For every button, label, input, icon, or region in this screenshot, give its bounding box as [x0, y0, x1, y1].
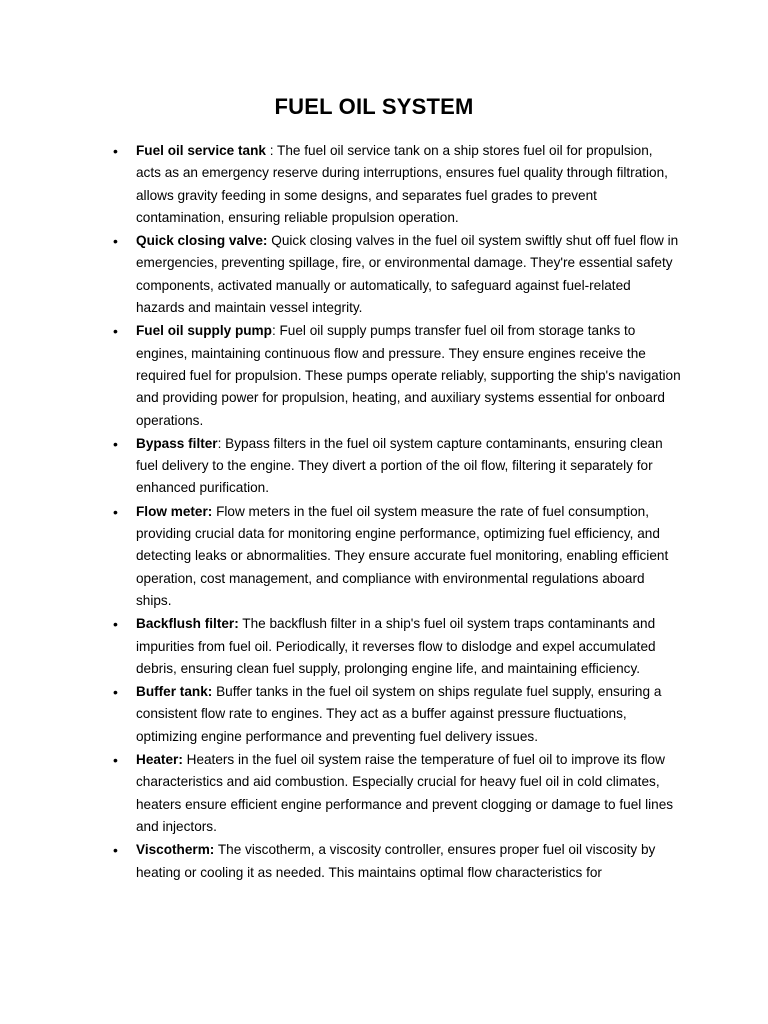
list-item	[113, 681, 681, 748]
item-term: Backflush filter:	[136, 616, 239, 632]
item-description: The backflush filter in a ship's fuel oil system traps contaminants and impurities from fuel oil. Periodically, it reverses flow to dislodge and expel accumulated debris, ensuring clean fuel supply, prolonging engine life, and maintaining efficiency.	[136, 616, 656, 676]
item-term: Viscotherm:	[136, 842, 215, 858]
item-description: Buffer tanks in the fuel oil system on ships regulate fuel supply, ensuring a consistent flow rate to engines. They act as a buffer against pressure fluctuations, optimizing engine performance and preventing fuel delivery issues.	[136, 684, 662, 744]
list-item	[113, 230, 681, 319]
bullet-icon: •	[113, 684, 118, 701]
bullet-icon: •	[113, 233, 118, 250]
item-term: Fuel oil supply pump	[136, 323, 272, 339]
item-description: Fuel oil supply pumps transfer fuel oil from storage tanks to engines, maintaining continuous flow and pressure. They ensure engines receive the required fuel for propulsion. These pumps operate reliably, supporting the ship's navigation and providing power for propulsion, heating, and auxiliary systems essential for onboard operations.	[136, 323, 681, 428]
item-description: The fuel oil service tank on a ship stores fuel oil for propulsion, acts as an emergency reserve during interruptions, ensures fuel quality through filtration, allows gravity feeding in some designs, and separates fuel grades to prevent contamination, ensuring reliable propulsion operation.	[136, 143, 668, 225]
item-description: Bypass filters in the fuel oil system capture contaminants, ensuring clean fuel delivery to the engine. They divert a portion of the oil flow, filtering it separately for enhanced purification.	[136, 435, 663, 496]
bullet-icon: •	[113, 323, 118, 340]
bullet-icon: •	[113, 503, 118, 520]
item-separator: :	[217, 435, 226, 451]
list-item	[113, 140, 681, 229]
item-separator: :	[265, 143, 278, 158]
item-description: Flow meters in the fuel oil system measure the rate of fuel consumption, providing crucial data for monitoring engine performance, optimizing fuel efficiency, and detecting leaks or abnormalities. They ensure accurate fuel monitoring, enabling efficient operation, cost management, and compliance with environmental regulations aboard ships.	[136, 503, 669, 608]
bullet-icon: •	[113, 842, 118, 859]
list-item	[113, 433, 681, 500]
bullet-icon: •	[113, 752, 118, 769]
list-item	[113, 749, 681, 838]
list-item	[113, 501, 681, 612]
item-description: The viscotherm, a viscosity controller, ensures proper fuel oil viscosity by heating or cooling it as needed. This maintains optimal flow characteristics for	[136, 842, 656, 880]
list-item	[113, 839, 681, 884]
item-description: Heaters in the fuel oil system raise the temperature of fuel oil to improve its flow characteristics and aid combustion. Especially crucial for heavy fuel oil in cold climates, heaters ensure efficient engine performance and prevent clogging or damage to fuel lines and injectors.	[136, 752, 674, 834]
item-separator: :	[271, 323, 280, 339]
component-list	[113, 140, 681, 885]
item-term: Flow meter:	[136, 503, 213, 519]
item-term: Quick closing valve:	[136, 233, 268, 249]
bullet-icon: •	[113, 435, 118, 452]
bullet-icon: •	[113, 616, 118, 633]
item-term: Fuel oil service tank	[136, 143, 266, 158]
item-term: Buffer tank:	[136, 684, 213, 700]
bullet-icon: •	[113, 143, 118, 159]
item-term: Heater:	[136, 752, 183, 768]
list-item	[113, 613, 681, 680]
item-description: Quick closing valves in the fuel oil system swiftly shut off fuel flow in emergencies, preventing spillage, fire, or environmental damage. They're essential safety components, activated manually or automatically, to safeguard against fuel-related hazards and maintain vessel integrity.	[136, 233, 679, 316]
page-title: FUEL OIL SYSTEM	[274, 94, 474, 119]
list-item	[113, 320, 681, 431]
item-term: Bypass filter	[136, 435, 218, 451]
